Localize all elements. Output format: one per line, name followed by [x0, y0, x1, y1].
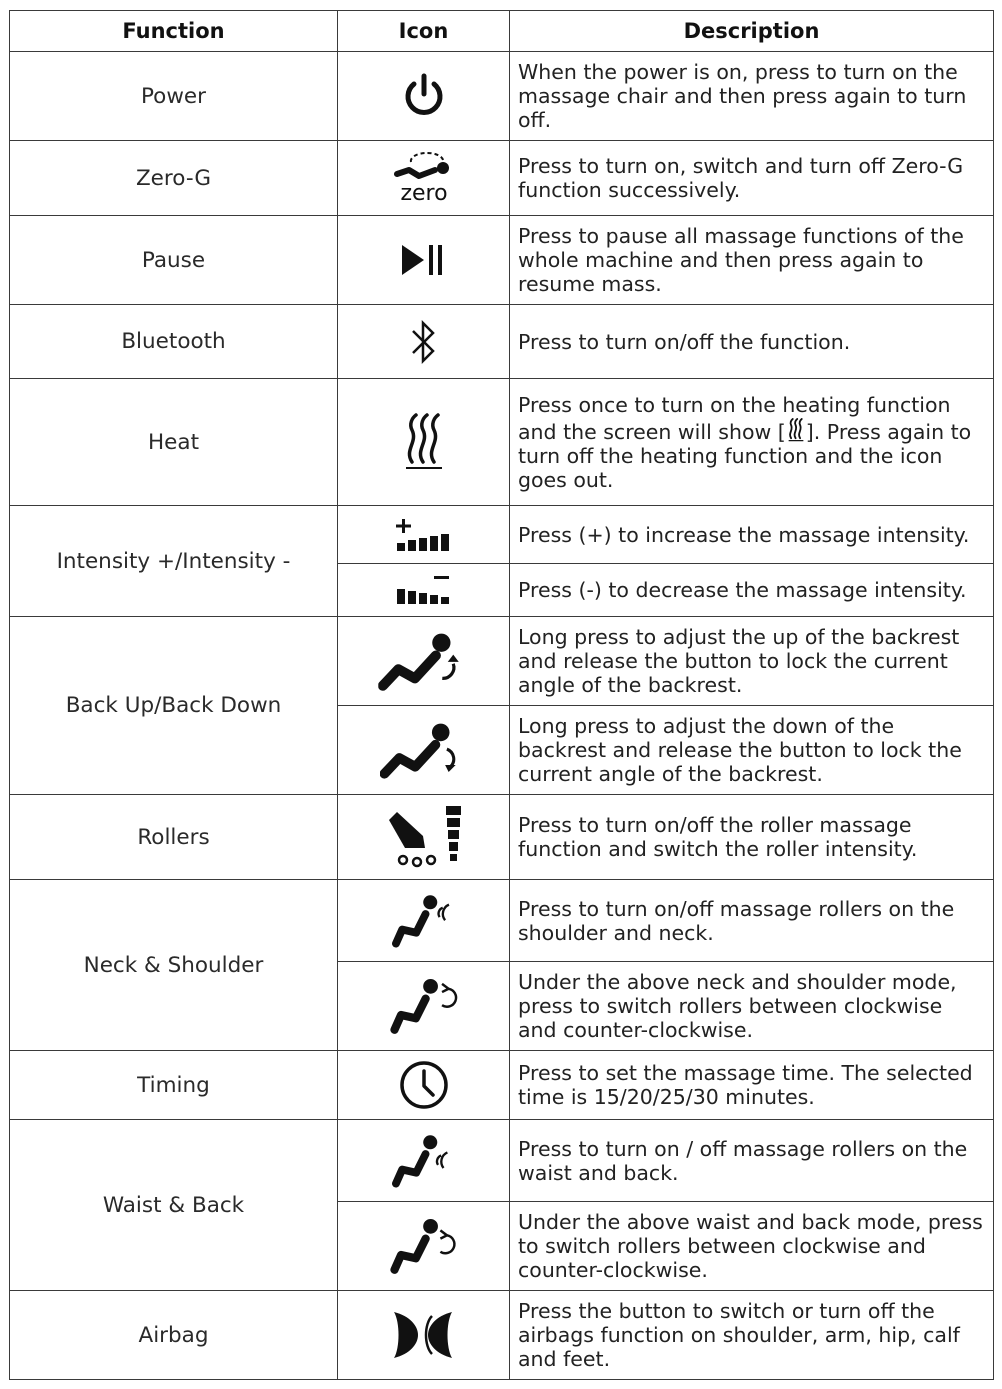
backrest-up-icon: [378, 629, 470, 693]
table-row: [10, 795, 994, 880]
function-description: When the power is on, press to turn on the massage chair and then press again to turn off.: [510, 52, 994, 141]
function-name: Waist & Back: [10, 1120, 338, 1291]
function-description: Press to turn on / off massage rollers on the waist and back.: [510, 1120, 994, 1202]
function-name: Power: [10, 52, 338, 141]
waist-rotate-icon: [383, 1215, 465, 1277]
play-pause-icon: [400, 242, 448, 278]
function-description: Long press to adjust the down of the backrest and release the button to lock the current angle of the backrest.: [510, 706, 994, 795]
table-row: [10, 52, 994, 141]
function-description: [510, 379, 994, 506]
function-name: Heat: [10, 379, 338, 506]
intensity-minus-icon: [394, 573, 454, 607]
table-row: [10, 617, 994, 706]
function-description: Press (+) to increase the massage intensity.: [510, 506, 994, 564]
waist-roller-icon: [385, 1130, 463, 1192]
airbag-icon: [390, 1308, 458, 1362]
header-description: Description: [510, 11, 994, 52]
function-description: Under the above neck and shoulder mode, press to switch rollers between clockwise and counter-clockwise.: [510, 962, 994, 1051]
function-name: Timing: [10, 1051, 338, 1120]
function-name: Pause: [10, 216, 338, 305]
table-row: [10, 305, 994, 379]
table-row: [10, 216, 994, 305]
table-row: [10, 1120, 994, 1202]
function-description: Under the above waist and back mode, press to switch rollers between clockwise and counter-clockwise.: [510, 1202, 994, 1291]
bluetooth-icon: [409, 317, 439, 367]
heat-icon-inline: [787, 417, 805, 443]
heat-description-end: ]. Press again to turn off the heating function and the icon goes out.: [518, 419, 972, 492]
function-name: Airbag: [10, 1291, 338, 1380]
function-description: Press to turn on, switch and turn off Zero-G function successively.: [510, 141, 994, 216]
table-row: [10, 141, 994, 216]
heat-description-start: Press once to turn on the heating function and the screen will show [: [518, 392, 951, 444]
table-row: [10, 1051, 994, 1120]
function-name: Intensity +/Intensity -: [10, 506, 338, 617]
function-description: Press (-) to decrease the massage intensity.: [510, 564, 994, 617]
backrest-down-icon: [380, 719, 468, 781]
header-icon: Icon: [338, 11, 510, 52]
function-name: Zero-G: [10, 141, 338, 216]
power-icon: [400, 72, 448, 120]
clock-icon: [398, 1059, 450, 1111]
intensity-plus-icon: [394, 515, 454, 555]
function-description: Press to set the massage time. The selected time is 15/20/25/30 minutes.: [510, 1051, 994, 1120]
function-name: Rollers: [10, 795, 338, 880]
function-name: Bluetooth: [10, 305, 338, 379]
shoulder-roller-icon: [385, 890, 463, 952]
function-description: Press to turn on/off the roller massage function and switch the roller intensity.: [510, 795, 994, 880]
table-row: [10, 1291, 994, 1380]
function-name: Back Up/Back Down: [10, 617, 338, 795]
shoulder-rotate-icon: [383, 975, 465, 1037]
function-description: Press to turn on/off massage rollers on the shoulder and neck.: [510, 880, 994, 962]
zero-g-icon-label: zero: [399, 181, 448, 206]
header-function: Function: [10, 11, 338, 52]
zero-g-icon: [391, 150, 457, 206]
table-row: [10, 880, 994, 962]
table-row: [10, 506, 994, 564]
heat-icon: [402, 412, 446, 472]
function-name: Neck & Shoulder: [10, 880, 338, 1051]
header-row: [10, 11, 994, 52]
function-description: Press the button to switch or turn off the airbags function on shoulder, arm, hip, calf and feet.: [510, 1291, 994, 1380]
foot-roller-icon: [383, 804, 465, 870]
function-description: Press to turn on/off the function.: [510, 305, 994, 379]
function-description: Long press to adjust the up of the backrest and release the button to lock the current angle of the backrest.: [510, 617, 994, 706]
function-table: [9, 10, 994, 1380]
function-description: Press to pause all massage functions of the whole machine and then press again to resume mass.: [510, 216, 994, 305]
table-row: [10, 379, 994, 506]
